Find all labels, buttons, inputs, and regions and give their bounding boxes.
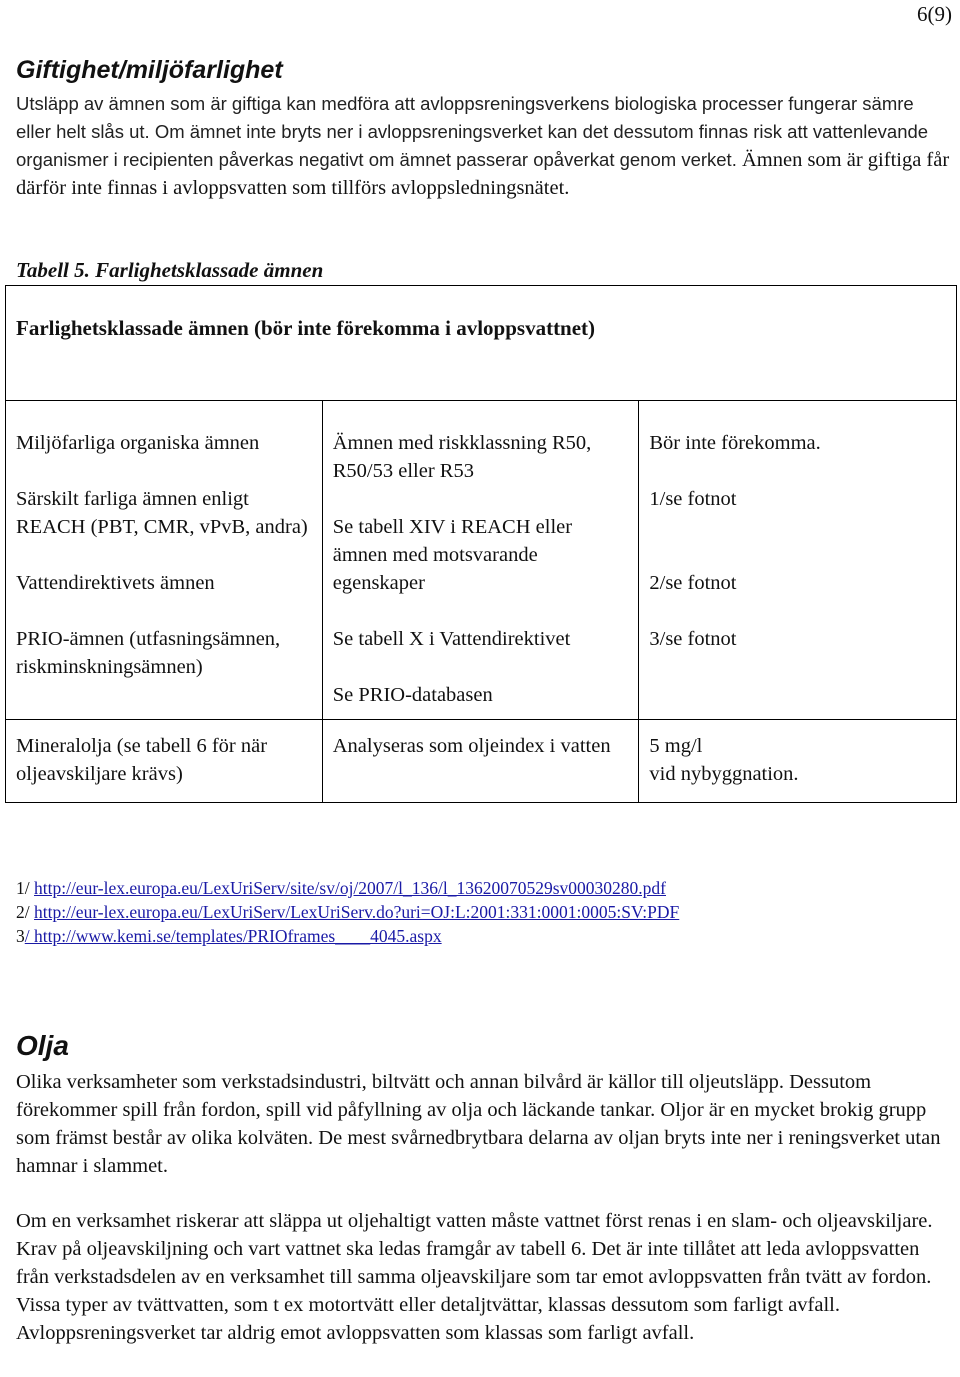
list-item: Särskilt farliga ämnen enligt REACH (PBT, CMR, vPvB, andra) bbox=[16, 488, 308, 538]
footnote-2: 2/ http://eur-lex.europa.eu/LexUriServ/LexUriServ.do?uri=OJ:L:2001:331:0001:0005:SV:PDF bbox=[16, 902, 680, 922]
table-cell-limits bbox=[639, 401, 957, 720]
list-item: 2/se fotnot bbox=[649, 572, 737, 594]
footnote-link-1[interactable]: http://eur-lex.europa.eu/LexUriServ/site/sv/oj/2007/l_136/l_13620070529sv00030280.pdf bbox=[34, 878, 666, 898]
footnote-link-2[interactable]: http://eur-lex.europa.eu/LexUriServ/LexUriServ.do?uri=OJ:L:2001:331:0001:0005:SV:PDF bbox=[34, 902, 680, 922]
table-cell-references bbox=[322, 401, 639, 720]
paragraph-toxicity-part2: Ämnen som är giftiga får därför inte finnas i avloppsvatten som tillförs avloppsledningsnätet. bbox=[16, 149, 950, 199]
paragraph-oil-1: Olika verksamheter som verkstadsindustri, biltvätt och annan bilvård är källor till oljeutsläpp. Dessutom förekommer spill från fordon, spill vid påfyllning av olja och läckande tankar. Oljor är en mycket brokig grupp som främst består av olika kolväten. De mest svårnedbrytbara delarna av oljan bryts inte ner i reningsverket utan hamnar i slammet. bbox=[16, 1071, 941, 1177]
table-cell-substance-groups bbox=[6, 401, 323, 720]
paragraph-toxicity bbox=[16, 90, 951, 202]
list-item: Se PRIO-databasen bbox=[332, 684, 493, 706]
list-item: PRIO-ämnen (utfasningsämnen, riskminskningsämnen) bbox=[16, 628, 281, 678]
footnote-link-3[interactable]: / http://www.kemi.se/templates/PRIOframes____4045.aspx bbox=[24, 926, 442, 946]
list-item: 1/se fotnot bbox=[649, 488, 737, 510]
list-item: Vattendirektivets ämnen bbox=[16, 572, 215, 594]
table-caption: Tabell 5. Farlighetsklassade ämnen bbox=[16, 258, 324, 282]
list-item: Se tabell X i Vattendirektivet bbox=[332, 628, 571, 650]
page-number: 6(9) bbox=[917, 2, 952, 26]
footnotes bbox=[16, 876, 679, 948]
table-cell-oil-analysis: Analyseras som oljeindex i vatten bbox=[322, 720, 639, 803]
table-row bbox=[6, 720, 957, 803]
paragraph-toxicity-part1: Utsläpp av ämnen som är giftiga kan medföra att avloppsreningsverkens biologiska processer fungerar sämre eller helt slås ut. Om ämnet inte bryts ner i avloppsreningsverket kan det dessutom finnas risk att vattenlevande organismer i recipienten påverkas negativt om ämnet passerar opåverkat genom verket. bbox=[16, 93, 929, 170]
list-item: Se tabell XIV i REACH eller ämnen med motsvarande egenskaper bbox=[332, 516, 573, 594]
footnote-1: 1/ http://eur-lex.europa.eu/LexUriServ/site/sv/oj/2007/l_136/l_13620070529sv00030280.pdf bbox=[16, 878, 666, 898]
table-row bbox=[6, 401, 957, 720]
list-item: Ämnen med riskklassning R50, R50/53 eller R53 bbox=[332, 432, 592, 482]
paragraph-oil-2: Om en verksamhet riskerar att släppa ut oljehaltigt vatten måste vattnet först renas i en slam- och oljeavskiljare. Krav på oljeavskiljning och vart vattnet ska ledas framgår av tabell 6. Det är inte tillåtet att leda avloppsvatten från verkstadsdelen av en verksamhet till samma oljeavskiljare som tar emot avloppsvatten från tvätt av fordon. Vissa typer av tvättvatten, som t ex motortvätt eller detaljtvättar, klassas dessutom som farligt avfall. Avloppsreningsverket tar aldrig emot avloppsvatten som klassas som farligt avfall. bbox=[16, 1210, 933, 1344]
table-title: Farlighetsklassade ämnen (bör inte förekomma i avloppsvattnet) bbox=[6, 286, 957, 401]
table-cell-oil-limit bbox=[639, 720, 957, 803]
heading-oil: Olja bbox=[16, 1030, 69, 1061]
footnote-3: 3/ http://www.kemi.se/templates/PRIOframes____4045.aspx bbox=[16, 926, 442, 946]
list-item: Bör inte förekomma. bbox=[649, 432, 821, 454]
oil-limit-note: vid nybyggnation. bbox=[649, 763, 799, 785]
table-cell-mineral-oil: Mineralolja (se tabell 6 för när oljeavskiljare krävs) bbox=[6, 720, 323, 803]
list-item: Miljöfarliga organiska ämnen bbox=[16, 432, 260, 454]
heading-toxicity: Giftighet/miljöfarlighet bbox=[16, 56, 283, 84]
oil-limit-value: 5 mg/l bbox=[649, 735, 703, 757]
list-item: 3/se fotnot bbox=[649, 628, 737, 650]
hazard-table bbox=[5, 285, 957, 803]
